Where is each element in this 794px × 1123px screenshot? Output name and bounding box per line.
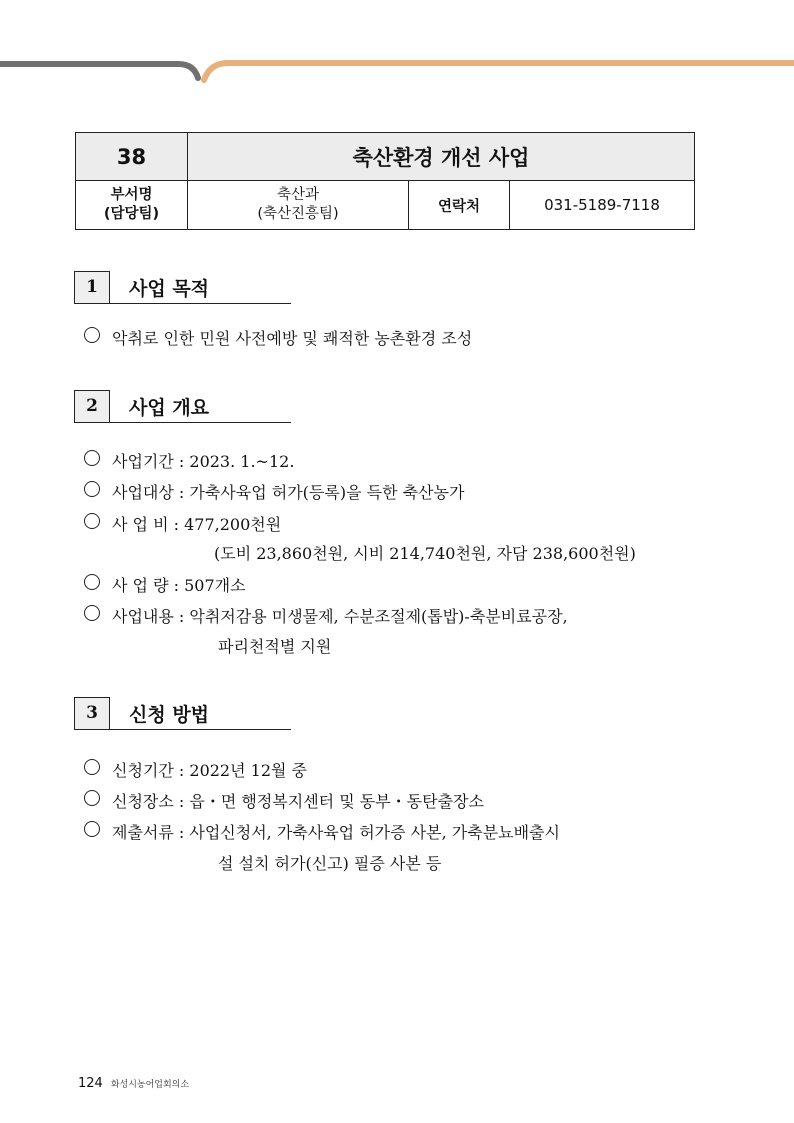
item-value: 가축사육업 허가(등록)을 득한 축산농가: [189, 483, 465, 502]
contact-label: 연락처: [409, 181, 510, 230]
item-label: 제출서류: [112, 823, 174, 842]
page-footer: [78, 1076, 189, 1091]
item-value: 477,200천원: [184, 515, 282, 534]
section-number: 3: [74, 697, 110, 730]
item-value: 읍・면 행정복지센터 및 동부・동탄출장소: [189, 792, 484, 811]
item-separator: :: [173, 483, 190, 502]
item-value: 507개소: [184, 576, 246, 595]
department-value-line2: (축산진흥팀): [257, 206, 339, 222]
project-number: 38: [76, 133, 188, 181]
item-label: 신청기간: [112, 761, 174, 780]
item-label: 사 업 비: [112, 515, 169, 534]
section-title: 사업 목적: [129, 278, 210, 300]
item-separator: :: [173, 607, 190, 626]
item-value: 2023. 1.~12.: [189, 452, 295, 471]
item-label: 사 업 량: [112, 576, 169, 595]
circle-bullet-icon: [84, 605, 100, 621]
item-label: 사업대상: [112, 483, 174, 502]
list-item-text: 악취로 인한 민원 사전예방 및 쾌적한 농촌환경 조성: [112, 329, 473, 348]
item-label: 신청장소: [112, 792, 174, 811]
section-underline: [110, 422, 291, 423]
department-value: [188, 181, 409, 230]
item-separator: :: [173, 823, 190, 842]
circle-bullet-icon: [84, 790, 100, 806]
top-decorative-bar: [0, 54, 794, 84]
section-title: 신청 방법: [129, 704, 210, 726]
item-separator: :: [173, 452, 190, 471]
circle-bullet-icon: [84, 574, 100, 590]
circle-bullet-icon: [84, 759, 100, 775]
section-heading-3: [74, 697, 291, 730]
item-continuation: 파리천적별 지원: [218, 637, 332, 656]
item-separator: :: [168, 515, 185, 534]
page-number: 124: [78, 1076, 103, 1091]
section-heading-2: [74, 390, 291, 423]
item-separator: :: [173, 761, 190, 780]
circle-bullet-icon: [84, 481, 100, 497]
department-label-line2: (담당팀): [103, 206, 160, 222]
item-continuation: 설 설치 허가(신고) 필증 사본 등: [218, 854, 442, 873]
department-label-line1: 부서명: [110, 187, 153, 203]
circle-bullet-icon: [84, 450, 100, 466]
section-underline: [110, 303, 291, 304]
contact-phone: 031-5189-7118: [510, 181, 695, 230]
item-label: 사업기간: [112, 452, 174, 471]
item-continuation: (도비 23,860천원, 시비 214,740천원, 자담 238,600천원): [214, 544, 636, 563]
section-heading-1: [74, 271, 291, 304]
section-underline: [110, 729, 291, 730]
project-header-table: [75, 132, 695, 230]
item-value: 2022년 12월 중: [189, 761, 308, 780]
item-value: 사업신청서, 가축사육업 허가증 사본, 가축분뇨배출시: [189, 823, 560, 842]
project-title: 축산환경 개선 사업: [188, 133, 695, 181]
department-label: [76, 181, 188, 230]
section-number: 1: [74, 271, 110, 304]
footer-organization: 화성시농어업회의소: [110, 1080, 190, 1090]
circle-bullet-icon: [84, 821, 100, 837]
item-value: 악취저감용 미생물제, 수분조절제(톱밥)-축분비료공장,: [189, 607, 568, 626]
department-value-line1: 축산과: [276, 187, 320, 203]
section-title: 사업 개요: [129, 397, 210, 419]
item-label: 사업내용: [112, 607, 174, 626]
item-separator: :: [173, 792, 190, 811]
section-number: 2: [74, 390, 110, 423]
circle-bullet-icon: [84, 513, 100, 529]
circle-bullet-icon: [84, 327, 100, 343]
item-separator: :: [168, 576, 185, 595]
